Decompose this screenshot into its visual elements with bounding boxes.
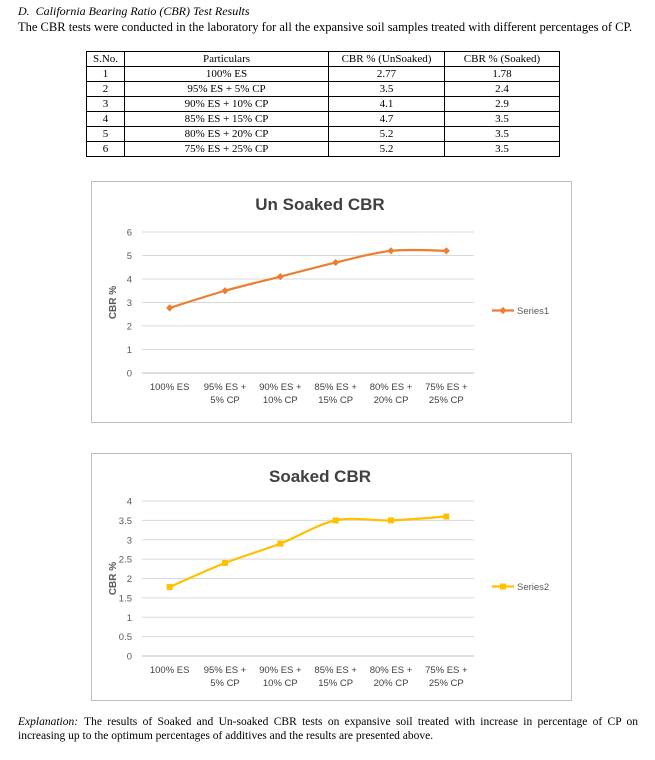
table-row bbox=[87, 67, 560, 82]
x-tick-label-line: 95% ES + bbox=[203, 665, 247, 676]
table-header-row bbox=[87, 52, 560, 67]
data-point bbox=[387, 247, 394, 254]
cell-unsoaked: 5.2 bbox=[329, 127, 445, 142]
y-tick-label: 0.5 bbox=[118, 632, 132, 644]
legend-marker bbox=[500, 584, 506, 590]
cell-sno: 6 bbox=[87, 142, 125, 157]
data-point bbox=[388, 517, 394, 523]
x-tick-label-line: 100% ES bbox=[149, 665, 190, 676]
explanation-text: The results of Soaked and Un-soaked CBR tests on expansive soil treated with increase in percentage of CP on increasing up to the optimum percentages of additives and the results are presented above. bbox=[18, 716, 638, 742]
y-tick-label: 0 bbox=[126, 368, 132, 380]
x-tick-label-line: 25% CP bbox=[428, 395, 464, 406]
header-sno: S.No. bbox=[87, 52, 125, 67]
x-tick-label bbox=[370, 382, 413, 406]
x-tick-label bbox=[370, 665, 413, 689]
x-tick-label-line: 80% ES + bbox=[369, 665, 413, 676]
cell-particulars: 85% ES + 15% CP bbox=[125, 112, 329, 127]
cell-soaked: 3.5 bbox=[445, 127, 560, 142]
soaked-cbr-chart-svg bbox=[92, 454, 571, 700]
x-tick-label-line: 75% ES + bbox=[425, 382, 468, 393]
x-tick-label bbox=[425, 382, 468, 406]
y-axis-label: CBR % bbox=[108, 285, 119, 320]
data-point bbox=[332, 259, 339, 266]
table-row bbox=[87, 127, 560, 142]
y-tick-label: 4 bbox=[126, 496, 132, 508]
y-tick-label: 2 bbox=[126, 574, 132, 585]
section-title: California Bearing Ratio (CBR) Test Results bbox=[35, 4, 250, 18]
cell-soaked: 3.5 bbox=[445, 142, 560, 157]
table-row bbox=[87, 82, 560, 97]
data-point bbox=[443, 247, 450, 254]
x-tick-label-line: 10% CP bbox=[262, 395, 298, 406]
x-tick-label-line: 25% CP bbox=[428, 678, 464, 689]
cell-sno: 5 bbox=[87, 127, 125, 142]
x-tick-label bbox=[259, 382, 302, 406]
x-tick-label-line: 90% ES + bbox=[259, 665, 302, 676]
y-tick-label: 6 bbox=[126, 227, 132, 239]
x-tick-label bbox=[314, 382, 357, 406]
x-tick-label-line: 5% CP bbox=[210, 678, 240, 689]
cell-unsoaked: 4.7 bbox=[329, 112, 445, 127]
cell-particulars: 75% ES + 25% CP bbox=[125, 142, 329, 157]
data-point bbox=[333, 517, 339, 523]
cell-particulars: 100% ES bbox=[125, 67, 329, 82]
data-point bbox=[167, 584, 173, 590]
cell-sno: 2 bbox=[87, 82, 125, 97]
section-heading bbox=[18, 4, 250, 19]
unsoaked-cbr-chart bbox=[91, 181, 572, 423]
data-point bbox=[277, 541, 283, 547]
y-tick-label: 4 bbox=[126, 274, 132, 286]
x-tick-label-line: 100% ES bbox=[149, 382, 190, 393]
x-tick-label-line: 20% CP bbox=[373, 395, 409, 406]
table-row bbox=[87, 112, 560, 127]
cell-soaked: 1.78 bbox=[445, 67, 560, 82]
cell-soaked: 3.5 bbox=[445, 112, 560, 127]
soaked-cbr-chart bbox=[91, 453, 572, 701]
y-tick-label: 2 bbox=[126, 321, 132, 333]
legend-label: Series1 bbox=[517, 306, 550, 317]
x-tick-label-line: 85% ES + bbox=[314, 665, 357, 676]
cell-soaked: 2.4 bbox=[445, 82, 560, 97]
header-unsoaked: CBR % (UnSoaked) bbox=[329, 52, 445, 67]
x-tick-label-line: 95% ES + bbox=[203, 382, 247, 393]
legend-marker bbox=[499, 307, 506, 314]
cell-unsoaked: 5.2 bbox=[329, 142, 445, 157]
x-tick-label bbox=[150, 665, 190, 676]
y-tick-label: 1 bbox=[126, 345, 132, 356]
x-tick-label-line: 15% CP bbox=[318, 678, 354, 689]
chart-title: Soaked CBR bbox=[268, 467, 372, 486]
y-tick-label: 1 bbox=[126, 612, 132, 624]
x-tick-label bbox=[204, 382, 247, 406]
cell-unsoaked: 3.5 bbox=[329, 82, 445, 97]
cell-particulars: 90% ES + 10% CP bbox=[125, 97, 329, 112]
header-soaked: CBR % (Soaked) bbox=[445, 52, 560, 67]
legend-label: Series2 bbox=[517, 582, 550, 593]
explanation-paragraph bbox=[18, 715, 638, 743]
chart-title: Un Soaked CBR bbox=[255, 195, 385, 214]
intro-paragraph: The CBR tests were conducted in the laboratory for all the expansive soil samples treated with different percentages of CP. bbox=[18, 20, 633, 34]
x-tick-label bbox=[314, 665, 357, 689]
x-tick-label-line: 20% CP bbox=[373, 678, 409, 689]
cell-sno: 1 bbox=[87, 67, 125, 82]
header-particulars: Particulars bbox=[125, 52, 329, 67]
y-tick-label: 3 bbox=[126, 298, 132, 309]
x-tick-label-line: 80% ES + bbox=[369, 382, 413, 393]
x-tick-label-line: 85% ES + bbox=[314, 382, 357, 393]
cbr-results-table bbox=[86, 51, 560, 157]
y-axis-label: CBR % bbox=[108, 561, 119, 596]
data-point bbox=[221, 287, 228, 294]
x-tick-label bbox=[425, 665, 468, 689]
y-tick-label: 1.5 bbox=[118, 593, 132, 605]
table-row bbox=[87, 97, 560, 112]
cell-particulars: 95% ES + 5% CP bbox=[125, 82, 329, 97]
cell-sno: 3 bbox=[87, 97, 125, 112]
x-tick-label-line: 5% CP bbox=[210, 395, 240, 406]
x-tick-label bbox=[150, 382, 190, 393]
cell-unsoaked: 2.77 bbox=[329, 67, 445, 82]
cell-sno: 4 bbox=[87, 112, 125, 127]
data-point bbox=[222, 560, 228, 566]
x-tick-label bbox=[204, 665, 247, 689]
x-tick-label-line: 75% ES + bbox=[425, 665, 468, 676]
section-letter: D. bbox=[18, 4, 30, 18]
data-point bbox=[166, 304, 173, 311]
table-row bbox=[87, 142, 560, 157]
y-tick-label: 5 bbox=[126, 251, 132, 262]
y-tick-label: 3.5 bbox=[118, 515, 132, 527]
y-tick-label: 0 bbox=[126, 651, 132, 663]
cell-soaked: 2.9 bbox=[445, 97, 560, 112]
y-tick-label: 2.5 bbox=[118, 554, 132, 566]
x-tick-label-line: 10% CP bbox=[262, 678, 298, 689]
y-tick-label: 3 bbox=[126, 535, 132, 547]
series-line bbox=[170, 517, 447, 588]
x-tick-label-line: 90% ES + bbox=[259, 382, 302, 393]
unsoaked-cbr-chart-svg bbox=[92, 182, 571, 422]
explanation-label: Explanation: bbox=[18, 716, 79, 728]
data-point bbox=[443, 514, 449, 520]
cell-particulars: 80% ES + 20% CP bbox=[125, 127, 329, 142]
x-tick-label-line: 15% CP bbox=[318, 395, 354, 406]
x-tick-label bbox=[259, 665, 302, 689]
cell-unsoaked: 4.1 bbox=[329, 97, 445, 112]
